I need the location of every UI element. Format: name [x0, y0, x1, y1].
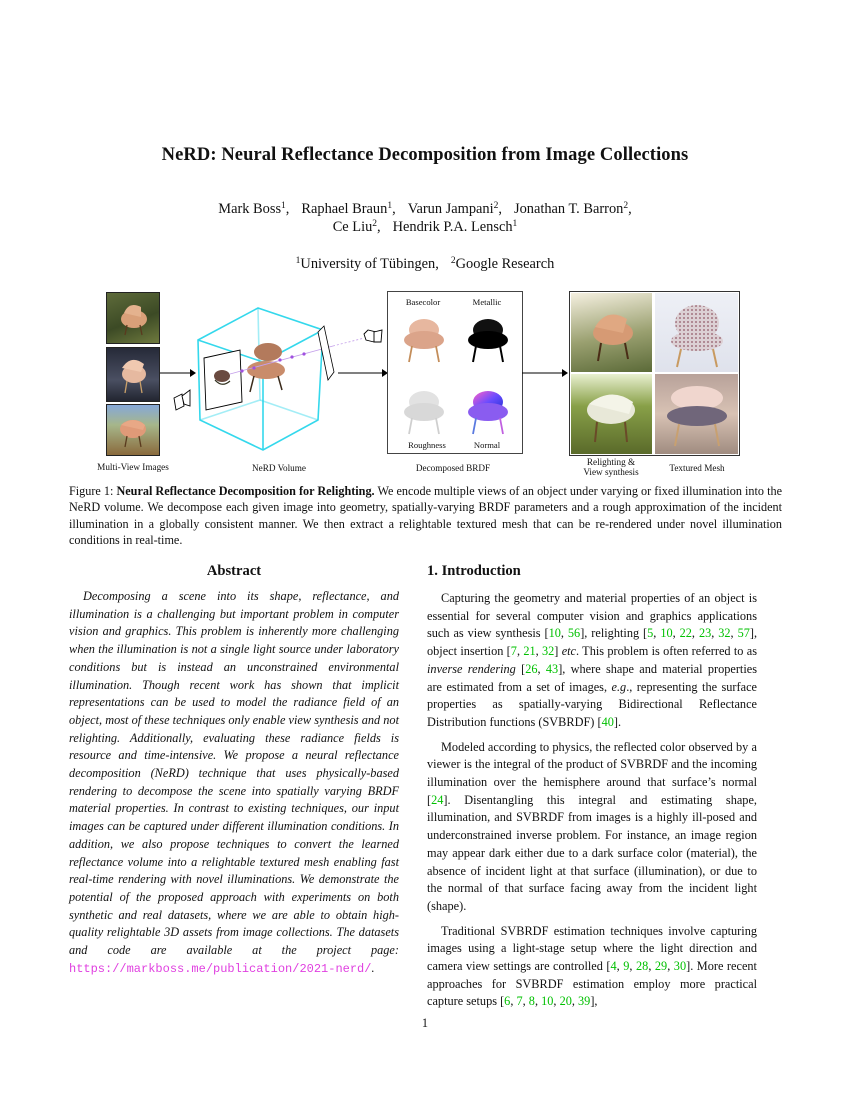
citation-link[interactable]: 7	[510, 644, 517, 659]
citation-link[interactable]: 10	[548, 626, 561, 641]
author: Hendrik P.A. Lensch$^1$	[392, 219, 518, 235]
label-basecolor: Basecolor	[405, 297, 441, 307]
relit-view-2	[571, 374, 652, 454]
emphasis: e.g	[611, 679, 627, 694]
label-normal: Normal	[473, 440, 501, 450]
nerd-volume-diagram	[168, 290, 388, 460]
citation-link[interactable]: 39	[578, 994, 591, 1009]
citation-link[interactable]: 6	[504, 994, 511, 1009]
author: Ce Liu$^2$,	[332, 219, 381, 235]
authors-line-1	[0, 200, 850, 218]
affiliation-number: 2	[450, 256, 456, 266]
intro-paragraph-2: Modeled according to physics, the reflected color observed by a viewer is the integral of the product of SVBRDF and the incoming illumination over the hemisphere around that surface’s normal [24]. Disentangling this integral and estimating shape, illumination, and SVBRDF from images is a highly ill-posed and underconstrained inverse problem. For instance, an image region may appear dark either due to a dark surface color (material), the absence of incident light at that surface (illumination), or due to the normal of that surface facing away from the incident light (shape).	[427, 739, 757, 913]
arrow-to-relighting	[522, 368, 570, 378]
citation-link[interactable]: 10	[660, 626, 673, 641]
citation-link[interactable]: 40	[601, 714, 614, 729]
author-affiliation-mark: 1	[281, 201, 286, 211]
abstract-body	[69, 588, 399, 978]
citation-link[interactable]: 9	[623, 959, 630, 974]
input-view-2	[106, 347, 160, 402]
citation-link[interactable]: 57	[737, 626, 750, 641]
basecolor-map	[396, 310, 452, 366]
intro-heading: 1. Introduction	[427, 563, 521, 579]
citation-link[interactable]: 23	[698, 626, 712, 641]
citation-link[interactable]: 7	[516, 994, 523, 1009]
citation-link[interactable]: 32	[541, 644, 555, 659]
author: Raphael Braun$^1$,	[301, 201, 396, 217]
page-number: 1	[421, 1016, 429, 1030]
emphasis: inverse rendering	[427, 661, 516, 676]
citation-link[interactable]: 8	[528, 994, 535, 1009]
citation-link[interactable]: 30	[673, 959, 687, 974]
intro-paragraph-3: Traditional SVBRDF estimation techniques involve capturing images using a light-stage setup where the light direction and camera view settings are controlled [4, 9, 28, 29, 30]. More recent approaches for SVBRDF estimation employ more practical capture setups [6, 7, 8, 10, 20, 39],	[427, 923, 757, 1009]
citation-link[interactable]: 24	[431, 792, 444, 807]
emphasis: etc	[561, 644, 577, 659]
abstract-end: .	[371, 960, 375, 975]
affiliation: $^2$Google Research	[450, 256, 555, 272]
decomposed-brdf-panel	[387, 291, 523, 454]
textured-mesh-2	[655, 374, 738, 454]
metallic-map	[460, 310, 516, 366]
arrow-to-brdf	[338, 368, 390, 378]
author: Mark Boss$^1$,	[218, 201, 290, 217]
citation-link[interactable]: 29	[654, 959, 668, 974]
caption-label: Figure 1:	[69, 484, 117, 498]
input-view-1	[106, 292, 160, 344]
intro-paragraph-1: Capturing the geometry and material properties of an object is essential for several computer vision and graphics applications such as view synthesis [10, 56], relighting [5, 10, 22, 23, 32, 57], object insertion [7, 21, 32] etc. This problem is often referred to as inverse rendering [26, 43], where shape and material properties are estimated from a set of images, e.g., representing the surface properties as spatially-varying Bidirectional Reflectance Distribution functions (SVBRDF) [40].	[427, 591, 758, 729]
relit-view-1	[571, 293, 652, 372]
arrow-to-volume	[160, 368, 196, 378]
citation-link[interactable]: 5	[647, 626, 654, 641]
abstract-heading: Abstract	[206, 563, 262, 579]
label-metallic: Metallic	[472, 297, 502, 307]
citation-link[interactable]: 43	[545, 661, 559, 676]
author-affiliation-mark: 1	[512, 219, 518, 229]
author: Varun Jampani$^2$,	[407, 201, 502, 217]
author-list	[0, 200, 850, 236]
figure-1	[0, 0, 850, 480]
citation-link[interactable]: 56	[567, 626, 581, 641]
caption-bold: Neural Reflectance Decomposition for Relighting.	[116, 484, 375, 498]
label-textured-mesh: Textured Mesh	[669, 463, 725, 473]
textured-mesh-1	[655, 293, 738, 372]
citation-link[interactable]: 21	[523, 644, 536, 659]
intro-body	[427, 590, 757, 1011]
figure-caption	[69, 483, 782, 549]
caption-text: We encode multiple views of an object under varying or fixed illumination into the NeRD volume. We decompose each given image into geometry, spatially-varying BRDF parameters and a rough approximation of the incident illumination in a globally consistent manner. We then extract a relightable textured mesh that can be re-rendered under novel illumination conditions in real-time.	[69, 484, 782, 548]
author-affiliation-mark: 2	[493, 201, 499, 211]
label-relighting: Relighting & View synthesis	[583, 457, 639, 477]
citation-link[interactable]: 20	[559, 994, 572, 1009]
paper-title: NeRD: Neural Reflectance Decomposition from Image Collections	[161, 145, 689, 165]
affiliations	[0, 256, 850, 273]
citation-link[interactable]: 22	[679, 626, 692, 641]
citation-link[interactable]: 4	[610, 959, 617, 974]
label-decomposed-brdf: Decomposed BRDF	[415, 463, 491, 473]
label-nerd-volume: NeRD Volume	[251, 463, 307, 473]
citation-link[interactable]: 28	[636, 959, 649, 974]
abstract-text: Decomposing a scene into its shape, reflectance, and illumination is a challenging but important problem in computer vision and graphics. This problem is inherently more challenging when the illumination is not a single light source under laboratory conditions but is instead an unconstrained environmental illumination. Though recent work has shown that implicit representations can be used to model the radiance field of an object, most of these techniques only enable view synthesis and not relighting. Additionally, evaluating these radiance fields is resource and time-intensive. We propose a neural reflectance decomposition (NeRD) technique that uses physically-based rendering to decompose the scene into spatially varying BRDF material properties. In contrast to existing techniques, our input images can be captured under different illumination conditions. In addition, we also propose techniques to convert the learned reflectance volume into a relightable textured mesh enabling fast real-time rendering with novel illuminations. We demonstrate the potential of the proposed approach with experiments on both synthetic and real datasets, where we are able to obtain high-quality relightable 3D assets from image collections. The datasets and code are available at the project page:	[69, 589, 399, 958]
affiliation-number: 1	[295, 256, 301, 266]
author-affiliation-mark: 2	[372, 219, 378, 229]
citation-link[interactable]: 26	[525, 661, 538, 676]
normal-map	[460, 382, 516, 438]
authors-line-2	[0, 218, 850, 236]
results-panel	[569, 291, 740, 456]
citation-link[interactable]: 10	[541, 994, 554, 1009]
citation-link[interactable]: 32	[718, 626, 731, 641]
author-affiliation-mark: 1	[387, 201, 393, 211]
author: Jonathan T. Barron$^2$,	[513, 201, 632, 217]
input-view-3	[106, 404, 160, 456]
roughness-map	[396, 382, 452, 438]
project-url-link[interactable]: https://markboss.me/publication/2021-nerd/	[69, 961, 372, 976]
label-roughness: Roughness	[408, 440, 446, 450]
label-multiview: Multi-View Images	[97, 462, 169, 472]
author-affiliation-mark: 2	[623, 201, 629, 211]
affiliation: $^1$University of Tübingen,	[295, 256, 439, 272]
